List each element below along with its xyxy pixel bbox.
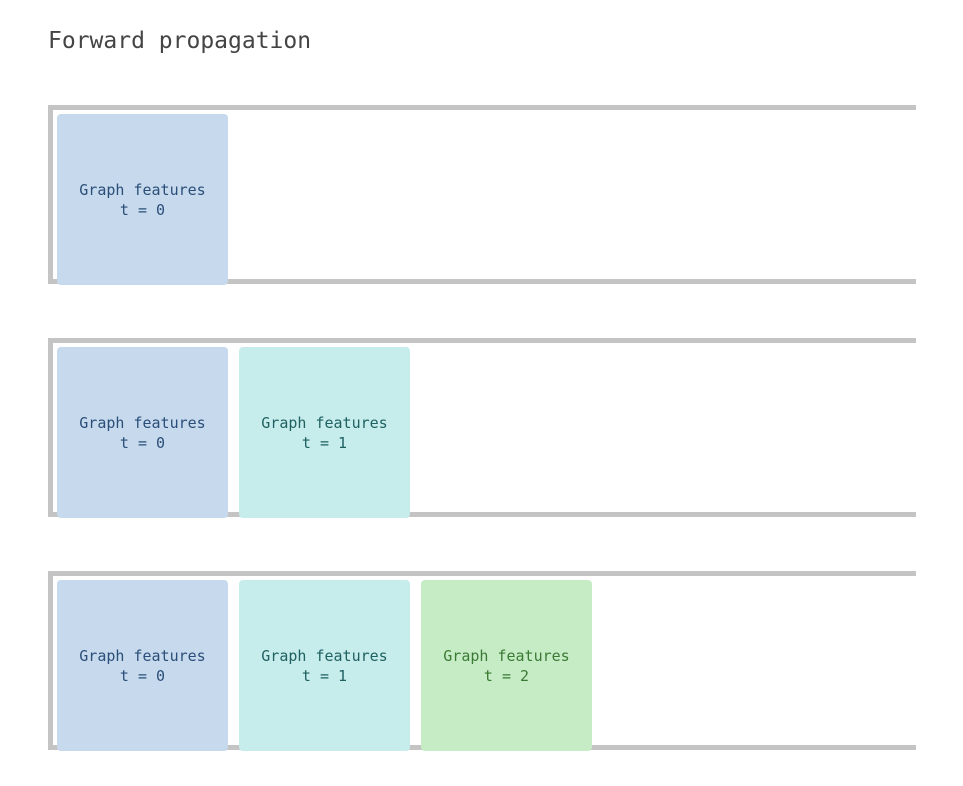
box-label: Graph features xyxy=(79,646,206,665)
box-time: t = 2 xyxy=(483,666,530,685)
propagation-step-3 xyxy=(48,571,948,750)
box-time: t = 0 xyxy=(119,666,166,685)
graph-features-box-t0 xyxy=(57,580,228,751)
box-label: Graph features xyxy=(443,646,570,665)
box-time: t = 0 xyxy=(119,433,166,452)
graph-features-box-t1 xyxy=(239,580,410,751)
graph-features-box-t0 xyxy=(57,114,228,285)
box-label: Graph features xyxy=(261,413,388,432)
box-label: Graph features xyxy=(79,413,206,432)
box-label: Graph features xyxy=(261,646,388,665)
graph-features-box-t2 xyxy=(421,580,592,751)
box-label: Graph features xyxy=(79,180,206,199)
page-title: Forward propagation xyxy=(48,28,312,54)
graph-features-box-t0 xyxy=(57,347,228,518)
box-time: t = 1 xyxy=(301,433,348,452)
right-edge-mask xyxy=(916,0,963,786)
propagation-step-2 xyxy=(48,338,948,517)
box-time: t = 1 xyxy=(301,666,348,685)
graph-features-box-t1 xyxy=(239,347,410,518)
box-time: t = 0 xyxy=(119,200,166,219)
propagation-step-1 xyxy=(48,105,948,284)
